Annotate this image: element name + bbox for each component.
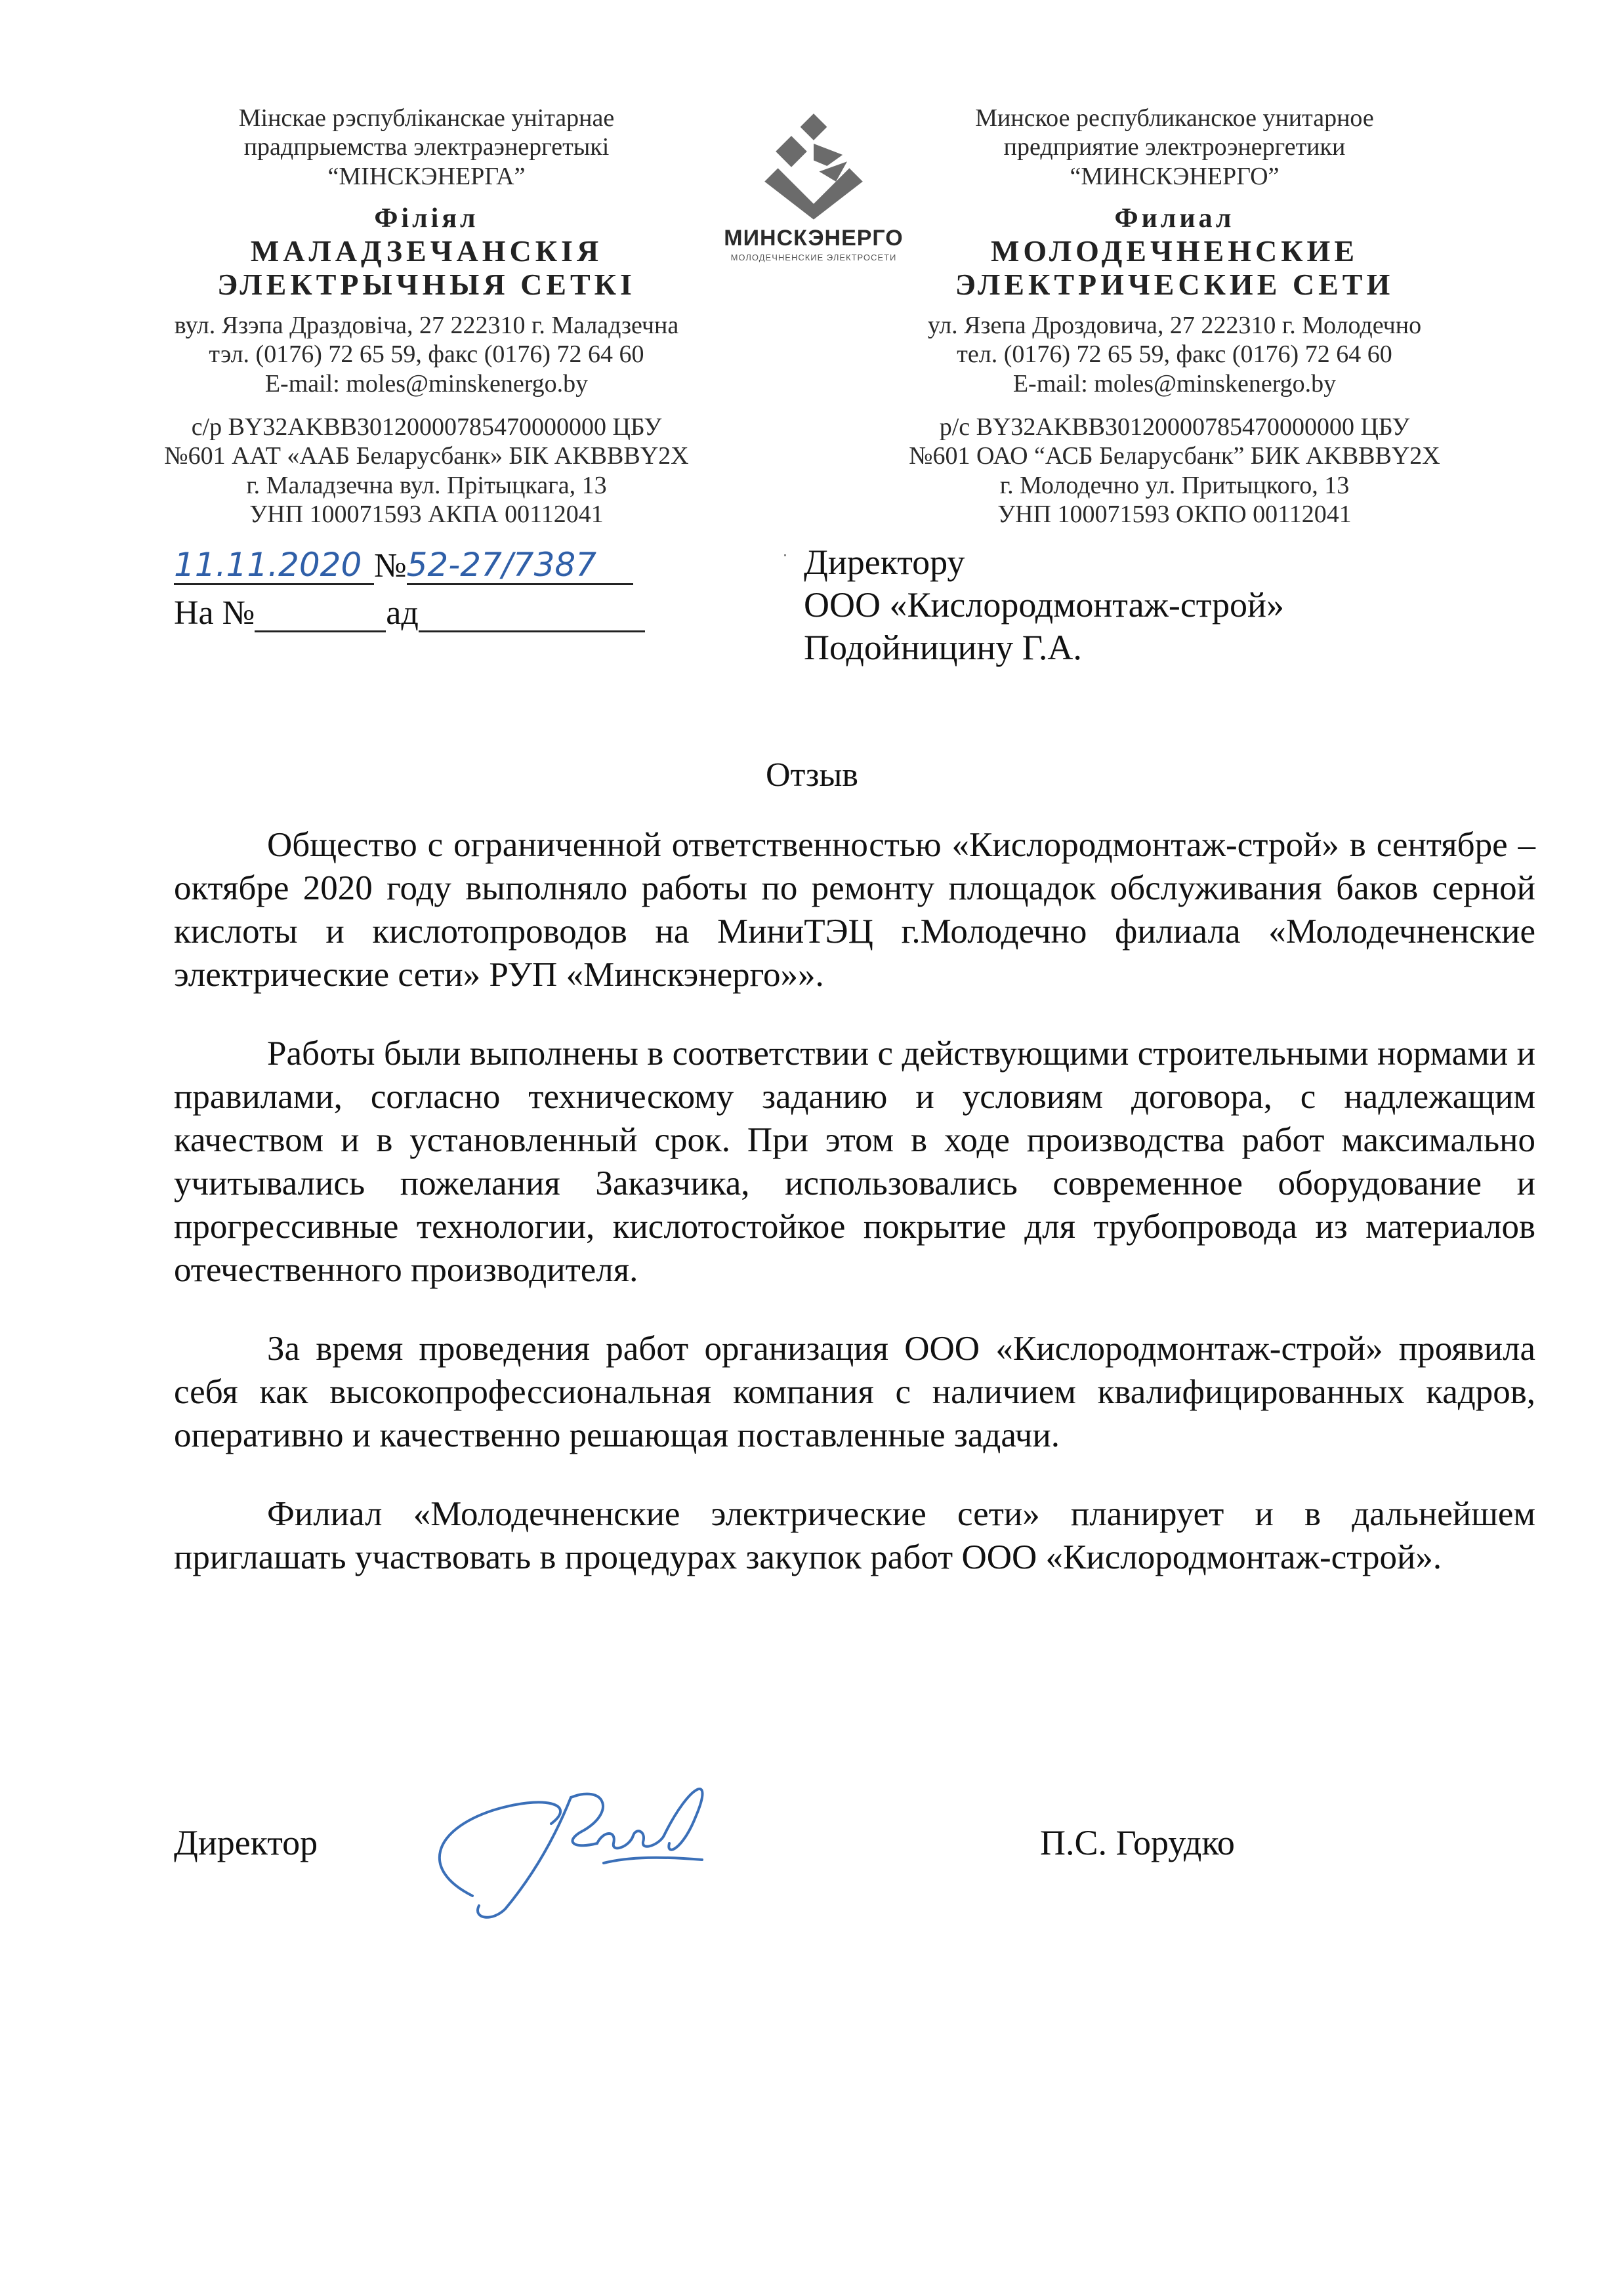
body-paragraph: Общество с ограниченной ответственностью «Кислородмонтаж-строй» в сентябре – октябре 2020 году выполняло работы по ремонту площадок обслуживания баков серной кислоты и кислотопроводов на МиниТЭЦ г.Молодечно филиала «Молодечненские электрические сети» РУП «Минскэнерго»». [174,826,1535,994]
letterhead-line: “МИНСКЭНЕРГО” [1070,162,1280,190]
letterhead-right-org [873,104,1476,191]
addressee-line: Директору [804,543,965,582]
letterhead-left-filial: Філіял [374,203,479,234]
letterhead-line: E-mail: moles@minskenergo.by [1012,369,1337,398]
registration-date: 11.11.2020 [174,547,374,585]
letterhead-line: №601 ААТ «ААБ Беларусбанк» БІК AKBBBY2X [164,442,689,470]
letterhead-line: вул. Язэпа Драздовіча, 27 222310 г. Маладзечна [174,311,679,339]
reply-from-label: ад [386,594,419,632]
letterhead-right-address [873,311,1476,398]
addressee-line: Подойницину Г.А. [804,627,1082,667]
letterhead-line: УНП 100071593 АКПА 00112041 [249,501,604,529]
body-paragraph: Филиал «Молодечненские электрические сети» планирует и в дальнейшем приглашать участвовать в процедурах закупок работ ООО «Кислородмонтаж-строй». [174,1495,1535,1576]
letterhead-line: тэл. (0176) 72 65 59, факс (0176) 72 64 60 [209,340,644,369]
document-body [174,823,1535,1614]
signatory-name: П.С. Горудко [1040,1823,1235,1862]
letterhead-left-name [131,235,722,301]
letterhead-right [873,104,1476,529]
handwritten-signature [407,1758,748,1929]
letterhead-name-line: ЭЛЕКТРИЧЕСКИЕ СЕТИ [955,268,1394,302]
letterhead-line: с/р BY32AKBB30120000785470000000 ЦБУ [191,413,662,441]
logo-wordmark: МИНСКЭНЕРГО [724,226,904,251]
registration-number: 52-27/7387 [407,547,633,585]
letterhead-right-filial: Филиал [1114,203,1235,234]
letterhead-left [131,104,722,529]
registration-number-prefix: № [374,547,407,584]
letterhead-right-name [873,235,1476,301]
addressee-line: ООО «Кислородмонтаж-строй» [804,584,1284,625]
signatory-role: Директор [174,1823,318,1862]
registration-block [174,538,645,632]
letterhead-line: Минское республиканское унитарное [975,104,1374,132]
letterhead-line: тел. (0176) 72 65 59, факс (0176) 72 64 60 [957,340,1392,369]
reply-line [174,585,645,632]
letterhead-line: УНП 100071593 ОКПО 00112041 [997,501,1352,529]
letterhead-left-address [131,311,722,398]
fold-mark [784,554,786,556]
document-title: Отзыв [766,756,858,794]
letterhead-line: E-mail: moles@minskenergo.by [264,369,589,398]
letterhead-line: г. Маладзечна вул. Прітыцкага, 13 [246,471,607,499]
letterhead-name-line: ЭЛЕКТРЫЧНЫЯ СЕТКІ [217,268,636,302]
body-paragraph: За время проведения работ организация ООО «Кислородмонтаж-строй» проявила себя как высокопрофессиональная компания с наличием квалифицированных кадров, оперативно и качественно решающая поставленные задачи. [174,1330,1535,1454]
logo-subtitle: МОЛОДЕЧНЕНСКИЕ ЭЛЕКТРОСЕТИ [730,253,897,262]
letterhead-right-bank [873,413,1476,529]
letterhead-line: Мінскае рэспубліканскае унітарнае [238,104,615,132]
registration-line [174,538,645,585]
letterhead-line: №601 ОАО “АСБ Беларусбанк” БИК AKBBBY2X [909,442,1440,470]
letterhead-name-line: МАЛАДЗЕЧАНСКІЯ [250,234,603,268]
letterhead-line: предприятие электроэнергетики [1003,133,1346,161]
reply-number-prefix: На № [174,594,255,632]
letterhead-name-line: МОЛОДЕЧНЕНСКИЕ [990,234,1359,268]
letterhead-line: “МІНСКЭНЕРГА” [327,162,526,190]
letterhead-line: г. Молодечно ул. Притыцкого, 13 [999,471,1350,499]
letterhead-left-bank [131,413,722,529]
reply-date-field [419,594,645,632]
letterhead-line: прадпрыемства электраэнергетыкі [243,133,610,161]
letterhead-line: ул. Язепа Дроздовича, 27 222310 г. Молодечно [927,311,1422,339]
addressee-block [804,541,1284,668]
letterhead-left-org [131,104,722,191]
reply-number-field [255,594,386,632]
body-paragraph: Работы были выполнены в соответствии с действующими строительными нормами и правилами, согласно техническому заданию и условиям договора, с надлежащим качеством и в установленный срок. При этом в ходе производства работ максимально учитывались пожелания Заказчика, использовались современное оборудование и прогрессивные технологии, кислотостойкое покрытие для трубопровода из материалов отечественного производителя. [174,1035,1535,1289]
letterhead-line: р/с BY32AKBB30120000785470000000 ЦБУ [939,413,1410,441]
minskenergo-logo-icon [758,110,869,222]
